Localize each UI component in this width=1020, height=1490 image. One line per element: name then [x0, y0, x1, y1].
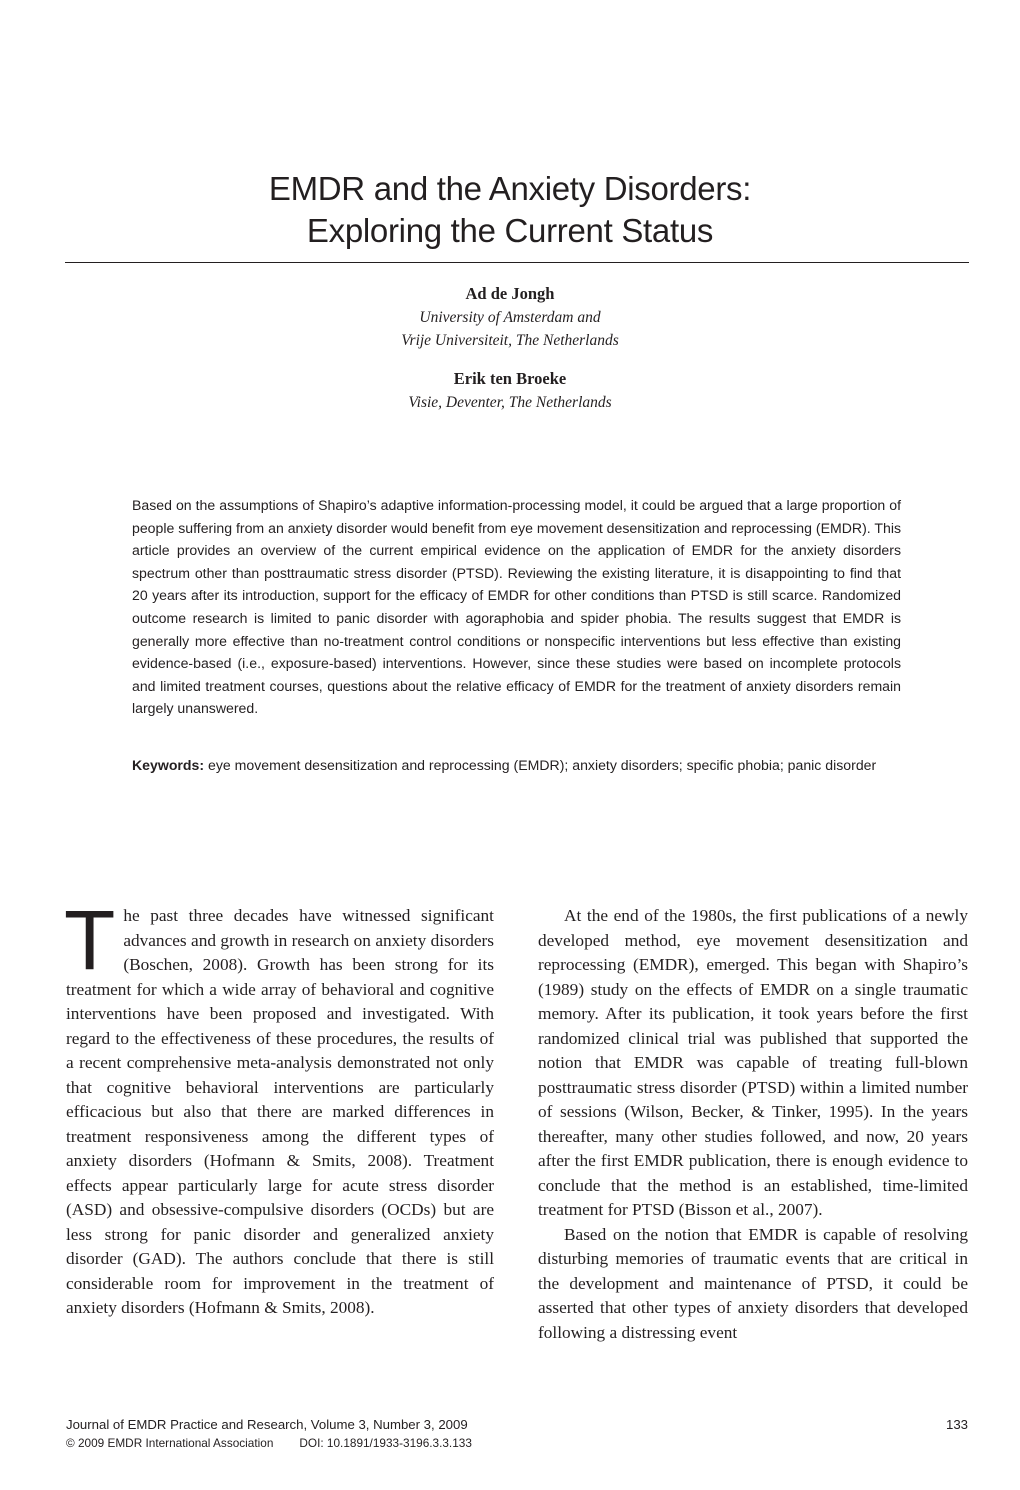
doi: DOI: 10.1891/1933-3196.3.3.133	[299, 1436, 472, 1450]
article-title	[0, 168, 1020, 252]
author-affiliation: Visie, Deventer, The Netherlands	[408, 394, 612, 411]
keywords-label: Keywords:	[132, 757, 205, 773]
author-1	[0, 282, 1020, 352]
title-divider	[65, 262, 969, 263]
keywords-list: eye movement desensitization and reprocessing (EMDR); anxiety disorders; specific phobia; panic disorder	[207, 757, 877, 773]
body-paragraph: he past three decades have witnessed significant advances and growth in research on anxiety disorders (Boschen, 2008). Growth has been strong for its treatment for which a wide array of behavioral and cognitive interventions have been proposed and investigated. With regard to the effectiveness of these procedures, the results of a recent comprehensive meta-analysis demonstrated not only that cognitive behavioral interventions are particularly efficacious but also that there are marked differences in treatment responsiveness among the different types of anxiety disorders (Hofmann & Smits, 2008). Treatment effects appear particularly large for acute stress disorder (ASD) and obsessive-compulsive disorders (OCDs) but are less strong for panic disorder and generalized anxiety disorder (GAD). The authors conclude that there is still considerable room for improvement in the treatment of anxiety disorders (Hofmann & Smits, 2008).	[66, 906, 494, 1317]
body-column-right	[538, 904, 968, 1345]
keywords	[132, 754, 932, 776]
title-line-1: EMDR and the Anxiety Disorders:	[268, 170, 752, 207]
body-paragraph: Based on the notion that EMDR is capable of resolving disturbing memories of traumatic events that are critical in the development and maintenance of PTSD, it could be asserted that other types of anxiety disorders that developed following a distressing event	[538, 1224, 968, 1342]
page-number: 133	[945, 1417, 968, 1432]
title-line-2: Exploring the Current Status	[306, 212, 714, 249]
author-2	[0, 367, 1020, 414]
journal-citation: Journal of EMDR Practice and Research, Volume 3, Number 3, 2009	[66, 1417, 468, 1432]
abstract: Based on the assumptions of Shapiro’s adaptive information-processing model, it could be argued that a large proportion of people suffering from an anxiety disorder would benefit from eye movement desensitization and reprocessing (EMDR). This article provides an overview of the current empirical evidence on the application of EMDR for the anxiety disorders spectrum other than posttraumatic stress disorder (PTSD). Reviewing the existing literature, it is disappointing to find that 20 years after its introduction, support for the efficacy of EMDR for other conditions than PTSD is still scarce. Randomized outcome research is limited to panic disorder with agoraphobia and spider phobia. The results suggest that EMDR is generally more effective than no-treatment control conditions or nonspecific interventions but less effective than existing evidence-based (i.e., exposure-based) interventions. However, since these studies were based on incomplete protocols and limited treatment courses, questions about the relative efficacy of EMDR for the treatment of anxiety disorders remain largely unanswered.	[132, 497, 901, 717]
footer-journal-line	[66, 1416, 968, 1434]
author-affiliation: University of Amsterdam and	[419, 309, 601, 326]
copyright: © 2009 EMDR International Association	[66, 1436, 274, 1450]
footer-copyright-line	[66, 1435, 968, 1451]
author-affiliation: Vrije Universiteit, The Netherlands	[401, 332, 619, 349]
author-name: Erik ten Broeke	[453, 369, 567, 388]
drop-cap: T	[64, 893, 116, 987]
body-column-left	[64, 893, 494, 1321]
author-name: Ad de Jongh	[465, 284, 555, 303]
body-paragraph: At the end of the 1980s, the first publications of a newly developed method, eye movement desensitization and reprocessing (EMDR), emerged. This began with Shapiro’s (1989) study on the effects of EMDR on a single traumatic memory. After its publication, it took years before the first randomized clinical trial was published that supported the notion that EMDR was capable of treating full-blown posttraumatic stress disorder (PTSD) within a limited number of sessions (Wilson, Becker, & Tinker, 1995). In the years thereafter, many other studies followed, and now, 20 years after the first EMDR publication, there is enough evidence to conclude that the method is an established, time-limited treatment for PTSD (Bisson et al., 2007).	[538, 906, 968, 1219]
